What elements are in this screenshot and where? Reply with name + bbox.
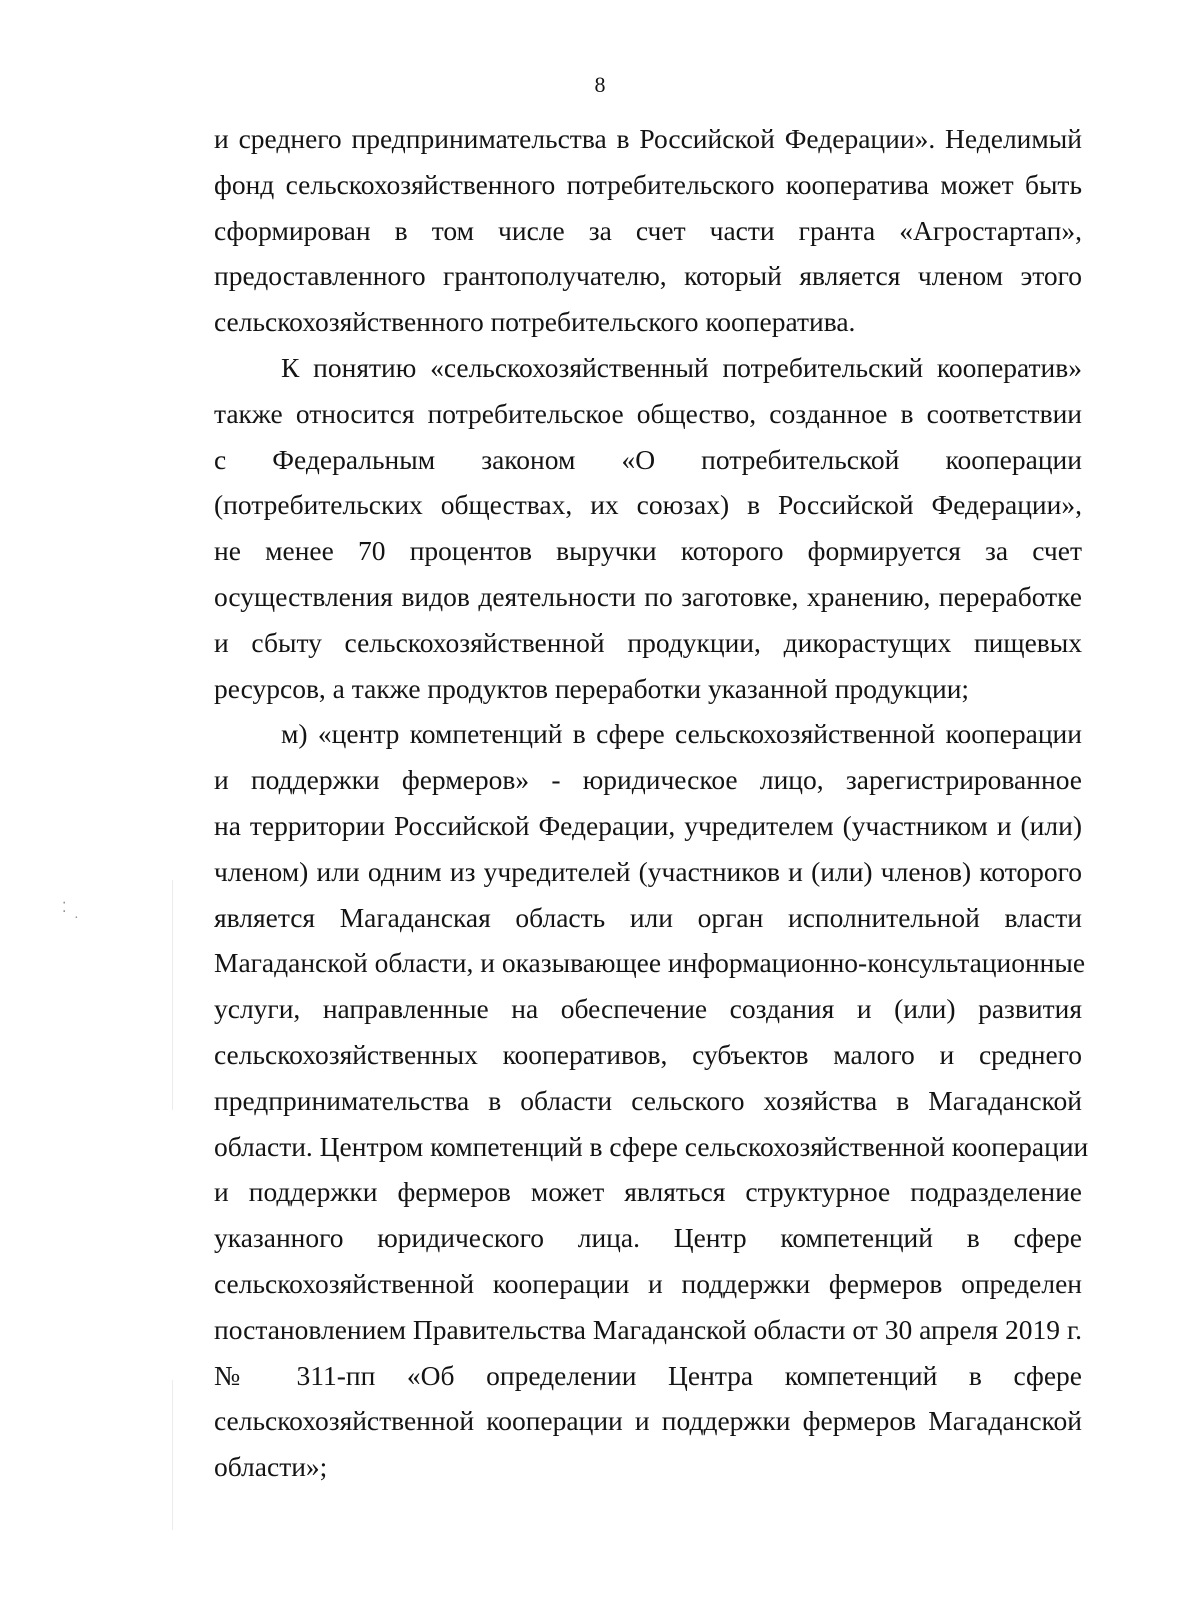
text-line: области. Центром компетенций в сфере сельскохозяйственной кооперации bbox=[214, 1130, 1089, 1162]
text-line: осуществления видов деятельности по заготовке, хранению, переработке bbox=[214, 580, 1082, 612]
scan-artifact-line bbox=[172, 880, 173, 1110]
paragraph-continuation bbox=[214, 116, 1082, 345]
text-line: и поддержки фермеров» - юридическое лицо, зарегистрированное bbox=[214, 764, 1082, 796]
text-line: на территории Российской Федерации, учредителем (участником и (или) bbox=[214, 809, 1082, 841]
text-line: сельскохозяйственных кооперативов, субъектов малого и среднего bbox=[214, 1038, 1082, 1070]
text-line: с Федеральным законом «О потребительской кооперации bbox=[214, 443, 1082, 475]
scan-artifact-line bbox=[172, 1380, 173, 1530]
text-line: К понятию «сельскохозяйственный потребительский кооператив» bbox=[281, 351, 1082, 383]
text-line: и поддержки фермеров может являться структурное подразделение bbox=[214, 1176, 1082, 1208]
text-line: указанного юридического лица. Центр компетенций в сфере bbox=[214, 1222, 1082, 1254]
text-line: постановлением Правительства Магаданской области от 30 апреля 2019 г. bbox=[214, 1313, 1082, 1345]
text-line: № 311-пп «Об определении Центра компетенций в сфере bbox=[214, 1359, 1082, 1391]
text-line: сельскохозяйственной кооперации и поддержки фермеров определен bbox=[214, 1267, 1082, 1299]
text-line: и среднего предпринимательства в Российской Федерации». Неделимый bbox=[214, 123, 1082, 154]
text-line: (потребительских обществах, их союзах) в Российской Федерации», bbox=[214, 489, 1082, 521]
text-line: Магаданской области, и оказывающее информационно-консультационные bbox=[214, 947, 1086, 979]
text-line: также относится потребительское общество, созданное в соответствии bbox=[214, 397, 1082, 429]
text-line: предоставленного грантополучателю, который является членом этого bbox=[214, 260, 1082, 292]
text-line: сельскохозяйственной кооперации и поддержки фермеров Магаданской bbox=[214, 1405, 1082, 1437]
page-number: 8 bbox=[594, 72, 606, 97]
scan-speck: · bbox=[74, 911, 79, 926]
text-line: сформирован в том числе за счет части гранта «Агростартап», bbox=[214, 214, 1082, 246]
text-line: ресурсов, а также продуктов переработки указанной продукции; bbox=[214, 672, 970, 704]
text-line: и сбыту сельскохозяйственной продукции, дикорастущих пищевых bbox=[214, 626, 1082, 658]
text-line: предпринимательства в области сельского хозяйства в Магаданской bbox=[214, 1084, 1082, 1116]
text-line: членом) или одним из учредителей (участников и (или) членов) которого bbox=[214, 855, 1082, 887]
text-line: фонд сельскохозяйственного потребительского кооператива может быть bbox=[214, 168, 1082, 200]
paragraph-consumer-cooperative-definition bbox=[214, 345, 1082, 711]
text-line: не менее 70 процентов выручки которого формируется за счет bbox=[214, 535, 1082, 567]
text-line: области»; bbox=[214, 1451, 328, 1483]
scan-speck: ⁚ bbox=[62, 901, 67, 916]
text-line: является Магаданская область или орган исполнительной власти bbox=[214, 901, 1082, 933]
document-body bbox=[214, 116, 1089, 1490]
text-line: услуги, направленные на обеспечение создания и (или) развития bbox=[214, 993, 1082, 1025]
text-line: м) «центр компетенций в сфере сельскохозяйственной кооперации bbox=[281, 718, 1082, 750]
text-line: сельскохозяйственного потребительского кооператива. bbox=[214, 306, 856, 338]
paragraph-competence-center-definition bbox=[214, 711, 1089, 1490]
